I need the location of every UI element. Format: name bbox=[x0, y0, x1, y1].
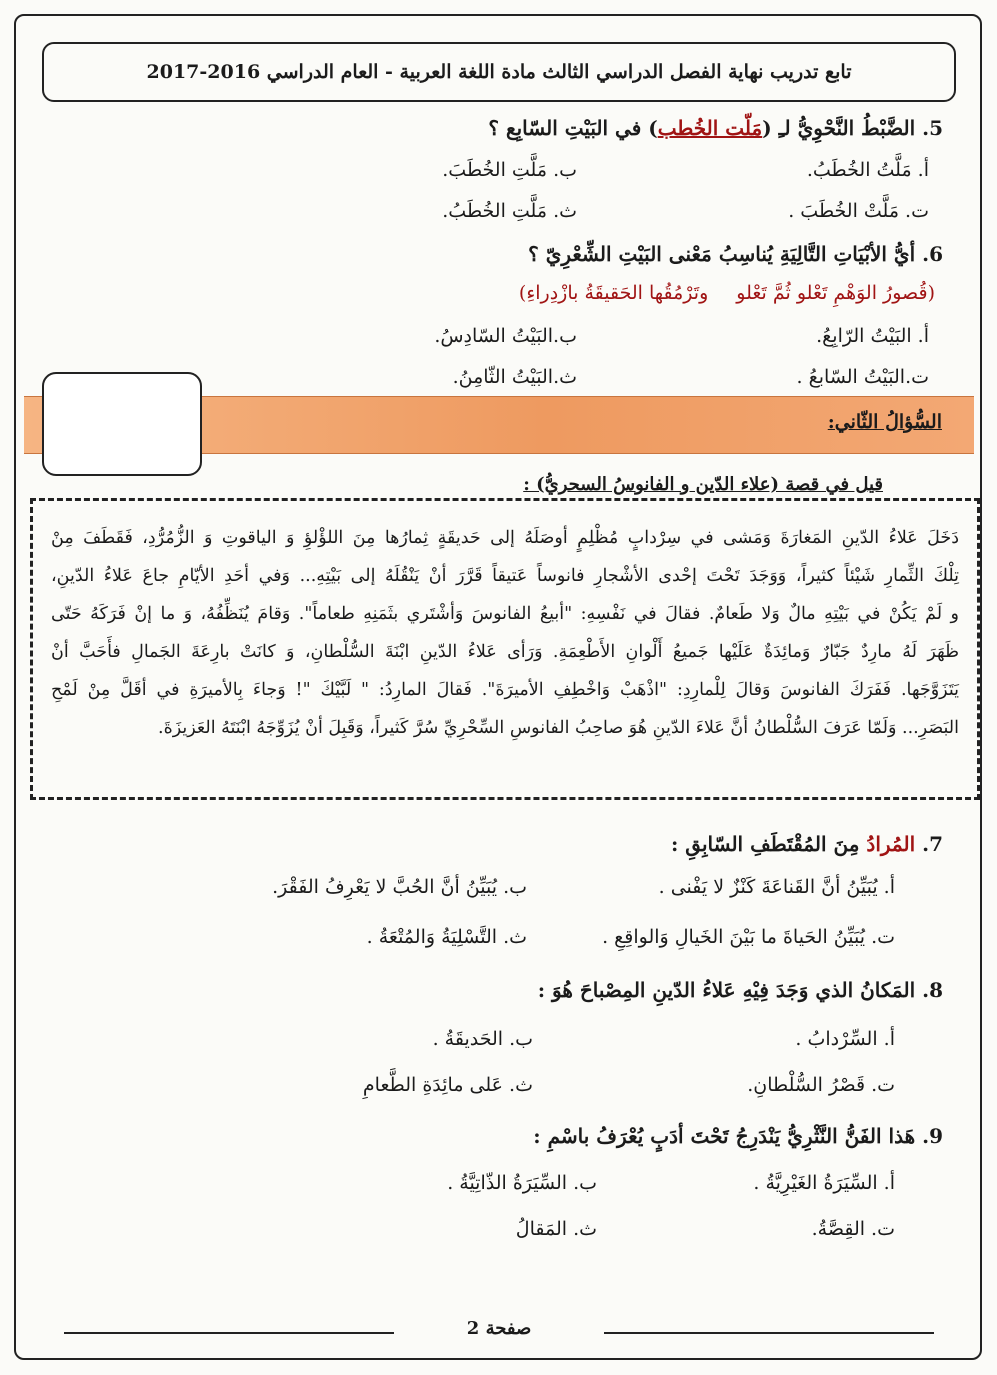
q8-option-b: ب. الحَديقَةُ . bbox=[432, 1028, 533, 1050]
q5-highlight: مَلّت الخُطب bbox=[657, 116, 763, 140]
q6-option-c: ت.البَيْتُ السّابعُ . bbox=[796, 366, 929, 388]
q5-option-c: ت. مَلَّتْ الخُطَبَ . bbox=[788, 200, 929, 222]
passage-line: البَصَرِ... وَلَمّا عَرَفَ السُّلْطانُ أنَّ عَلاءَ الدّينِ هُوَ صاحِبُ الفانوسِ السِّحْرِيِّ سُرَّ كَثيراً، وَقَبِلَ أنْ يُزَوِّجَهُ ابْنَتَهُ العَزيزَةَ. bbox=[158, 718, 959, 738]
q7-option-c: ت. يُبَيِّنُ الحَياةَ ما بَيْنَ الخَيالِ وَالواقِعِ . bbox=[602, 926, 895, 948]
passage-line: يَتَزَوَّجَها. فَفَرَكَ الفانوسَ وَقالَ لِلْمارِدِ: "اذْهَبْ وَاخْطِفِ الأميرَةَ". فَقالَ المارِدُ: " لَبَّيْكَ "! وَجاءَ بِالأميرَةِ في أقَلَّ مِنْ لَمْحِ bbox=[51, 680, 959, 700]
q5-option-a: أ. مَلَّتُ الخُطَبُ. bbox=[806, 159, 929, 181]
q7-prefix: 7. bbox=[915, 832, 943, 856]
question-6: 6. أيُّ الأبْيَاتِ التَّالِيَةِ يُناسِبُ مَعْنى البَيْتِ الشِّعْرِيّ ؟ bbox=[528, 242, 943, 266]
q5-suffix: ) في البَيْتِ السّابِع ؟ bbox=[488, 116, 658, 140]
q6-verse bbox=[491, 282, 935, 304]
exam-header bbox=[42, 42, 956, 102]
question-5 bbox=[488, 116, 943, 140]
q8-option-c: ت. قَصْرُ السُّلْطانِ. bbox=[747, 1074, 895, 1096]
story-intro: قيل في قصة (علاء الدّين و الفانوسُ السحريُّ) : bbox=[523, 474, 883, 495]
q9-option-c: ت. القِصَّةُ. bbox=[811, 1218, 895, 1240]
q7-highlight: المُرادُ bbox=[866, 832, 916, 856]
q6-option-b: ب.البَيْتُ السّادِسُ. bbox=[434, 325, 577, 347]
q9-option-b: ب. السِّيَرَةُ الذّاتِيَّةُ . bbox=[447, 1172, 597, 1194]
question-7 bbox=[671, 832, 943, 856]
q7-suffix: مِنَ المُقْتَطَفِ السّابِقِ : bbox=[670, 832, 867, 856]
q6-verse-first-half: (قُصورُ الوَهْمِ تَعْلو ثُمَّ تَعْلو bbox=[736, 282, 935, 304]
story-passage bbox=[30, 498, 980, 800]
passage-line: دَخَلَ عَلاءُ الدّينِ المَغارَةَ وَمَشى في سِرْدابٍ مُظْلِمٍ أوصَلَهُ إلى حَديقَةٍ ثِمارُها مِنَ اللؤْلؤِ وَ الياقوتِ وَ الزُّمُرُّدِ، فَقَطَفَ مِنْ bbox=[51, 528, 959, 548]
page-number: صفحة 2 bbox=[466, 1318, 532, 1339]
section-2-title: السُّؤالُ الثّاني: bbox=[827, 411, 942, 433]
question-8: 8. المَكانُ الذي وَجَدَ فِيْهِ عَلاءُ الدّينِ المِصْباحَ هُوَ : bbox=[537, 978, 943, 1002]
page-footer bbox=[30, 1318, 968, 1342]
passage-line: تِلْكَ الثِّمارِ شَيْئاً كثيراً، وَوَجَدَ تَحْتَ إحْدى الأشْجارِ فانوساً عَتيقاً قَرَّرَ أنْ يَنْقُلَهُ إلى بَيْتِهِ... وَفي أحَدِ الأيّامِ جاعَ عَلاءُ الدّينِ، bbox=[51, 566, 959, 586]
q6-verse-second-half: وتَرْمُقُها الحَقيقَةُ بازْدِراءِ) bbox=[518, 282, 709, 304]
q9-option-d: ث. المَقالُ bbox=[515, 1218, 597, 1240]
q7-option-d: ث. التَّسْلِيَةُ وَالمُتْعَةُ . bbox=[366, 926, 527, 948]
passage-line: و لَمْ يَكُنْ في بَيْتِهِ مالٌ وَلا طَعامٌ. فقالَ في نَفْسِهِ: "أبيعُ الفانوسَ وَأشْتَري بثَمَنِهِ طعاماً". وَقامَ يُنَظِّفُهُ، وَ ما إنْ فَرَكَهُ حَتّى bbox=[51, 604, 959, 624]
q8-option-d: ث. عَلى مائِدَةِ الطَّعامِ bbox=[362, 1074, 533, 1096]
question-9: 9. هَذا الفَنُّ النَّثْرِيُّ يَنْدَرِجُ تَحْتَ أدَبٍ يُعْرَفُ باسْمِ : bbox=[533, 1124, 943, 1148]
passage-line: ظَهَرَ لَهُ مارِدٌ جَبّارٌ وَمائِدَةٌ عَلَيْها جَميعُ أَلْوانِ الأَطْعِمَةِ. وَرَأى عَلاءُ الدّينِ ابْنَةَ السُّلْطانِ، وَ كانَتْ بارِعَةَ الجَمالِ فأَحَبَّ أنْ bbox=[51, 642, 959, 662]
q7-option-b: ب. يُبَيِّنُ أنَّ الحُبَّ لا يَعْرِفُ الفَقْرَ. bbox=[272, 876, 527, 898]
q5-option-b: ب. مَلَّتِ الخُطَبَ. bbox=[442, 159, 577, 181]
q6-option-d: ث.البَيْتُ الثّامِنُ. bbox=[452, 366, 577, 388]
header-title: تابع تدريب نهاية الفصل الدراسي الثالث مادة اللغة العربية - العام الدراسي 2016-2017 bbox=[146, 61, 852, 83]
q6-option-a: أ. البَيْتُ الرّابِعُ. bbox=[816, 325, 929, 347]
score-box bbox=[42, 372, 202, 476]
q5-prefix: 5. الضَّبْطُ النَّحْوِيُّ لـِ ( bbox=[762, 116, 943, 140]
q9-option-a: أ. السِّيَرَةُ الغَيْرِيَّةُ . bbox=[753, 1172, 895, 1194]
q7-option-a: أ. يُبَيِّنُ أنَّ القَناعَةَ كَنْزٌ لا يَفْنى . bbox=[658, 876, 895, 898]
q5-option-d: ث. مَلَّتِ الخُطَبُ. bbox=[442, 200, 577, 222]
q8-option-a: أ. السِّرْدابُ . bbox=[795, 1028, 895, 1050]
